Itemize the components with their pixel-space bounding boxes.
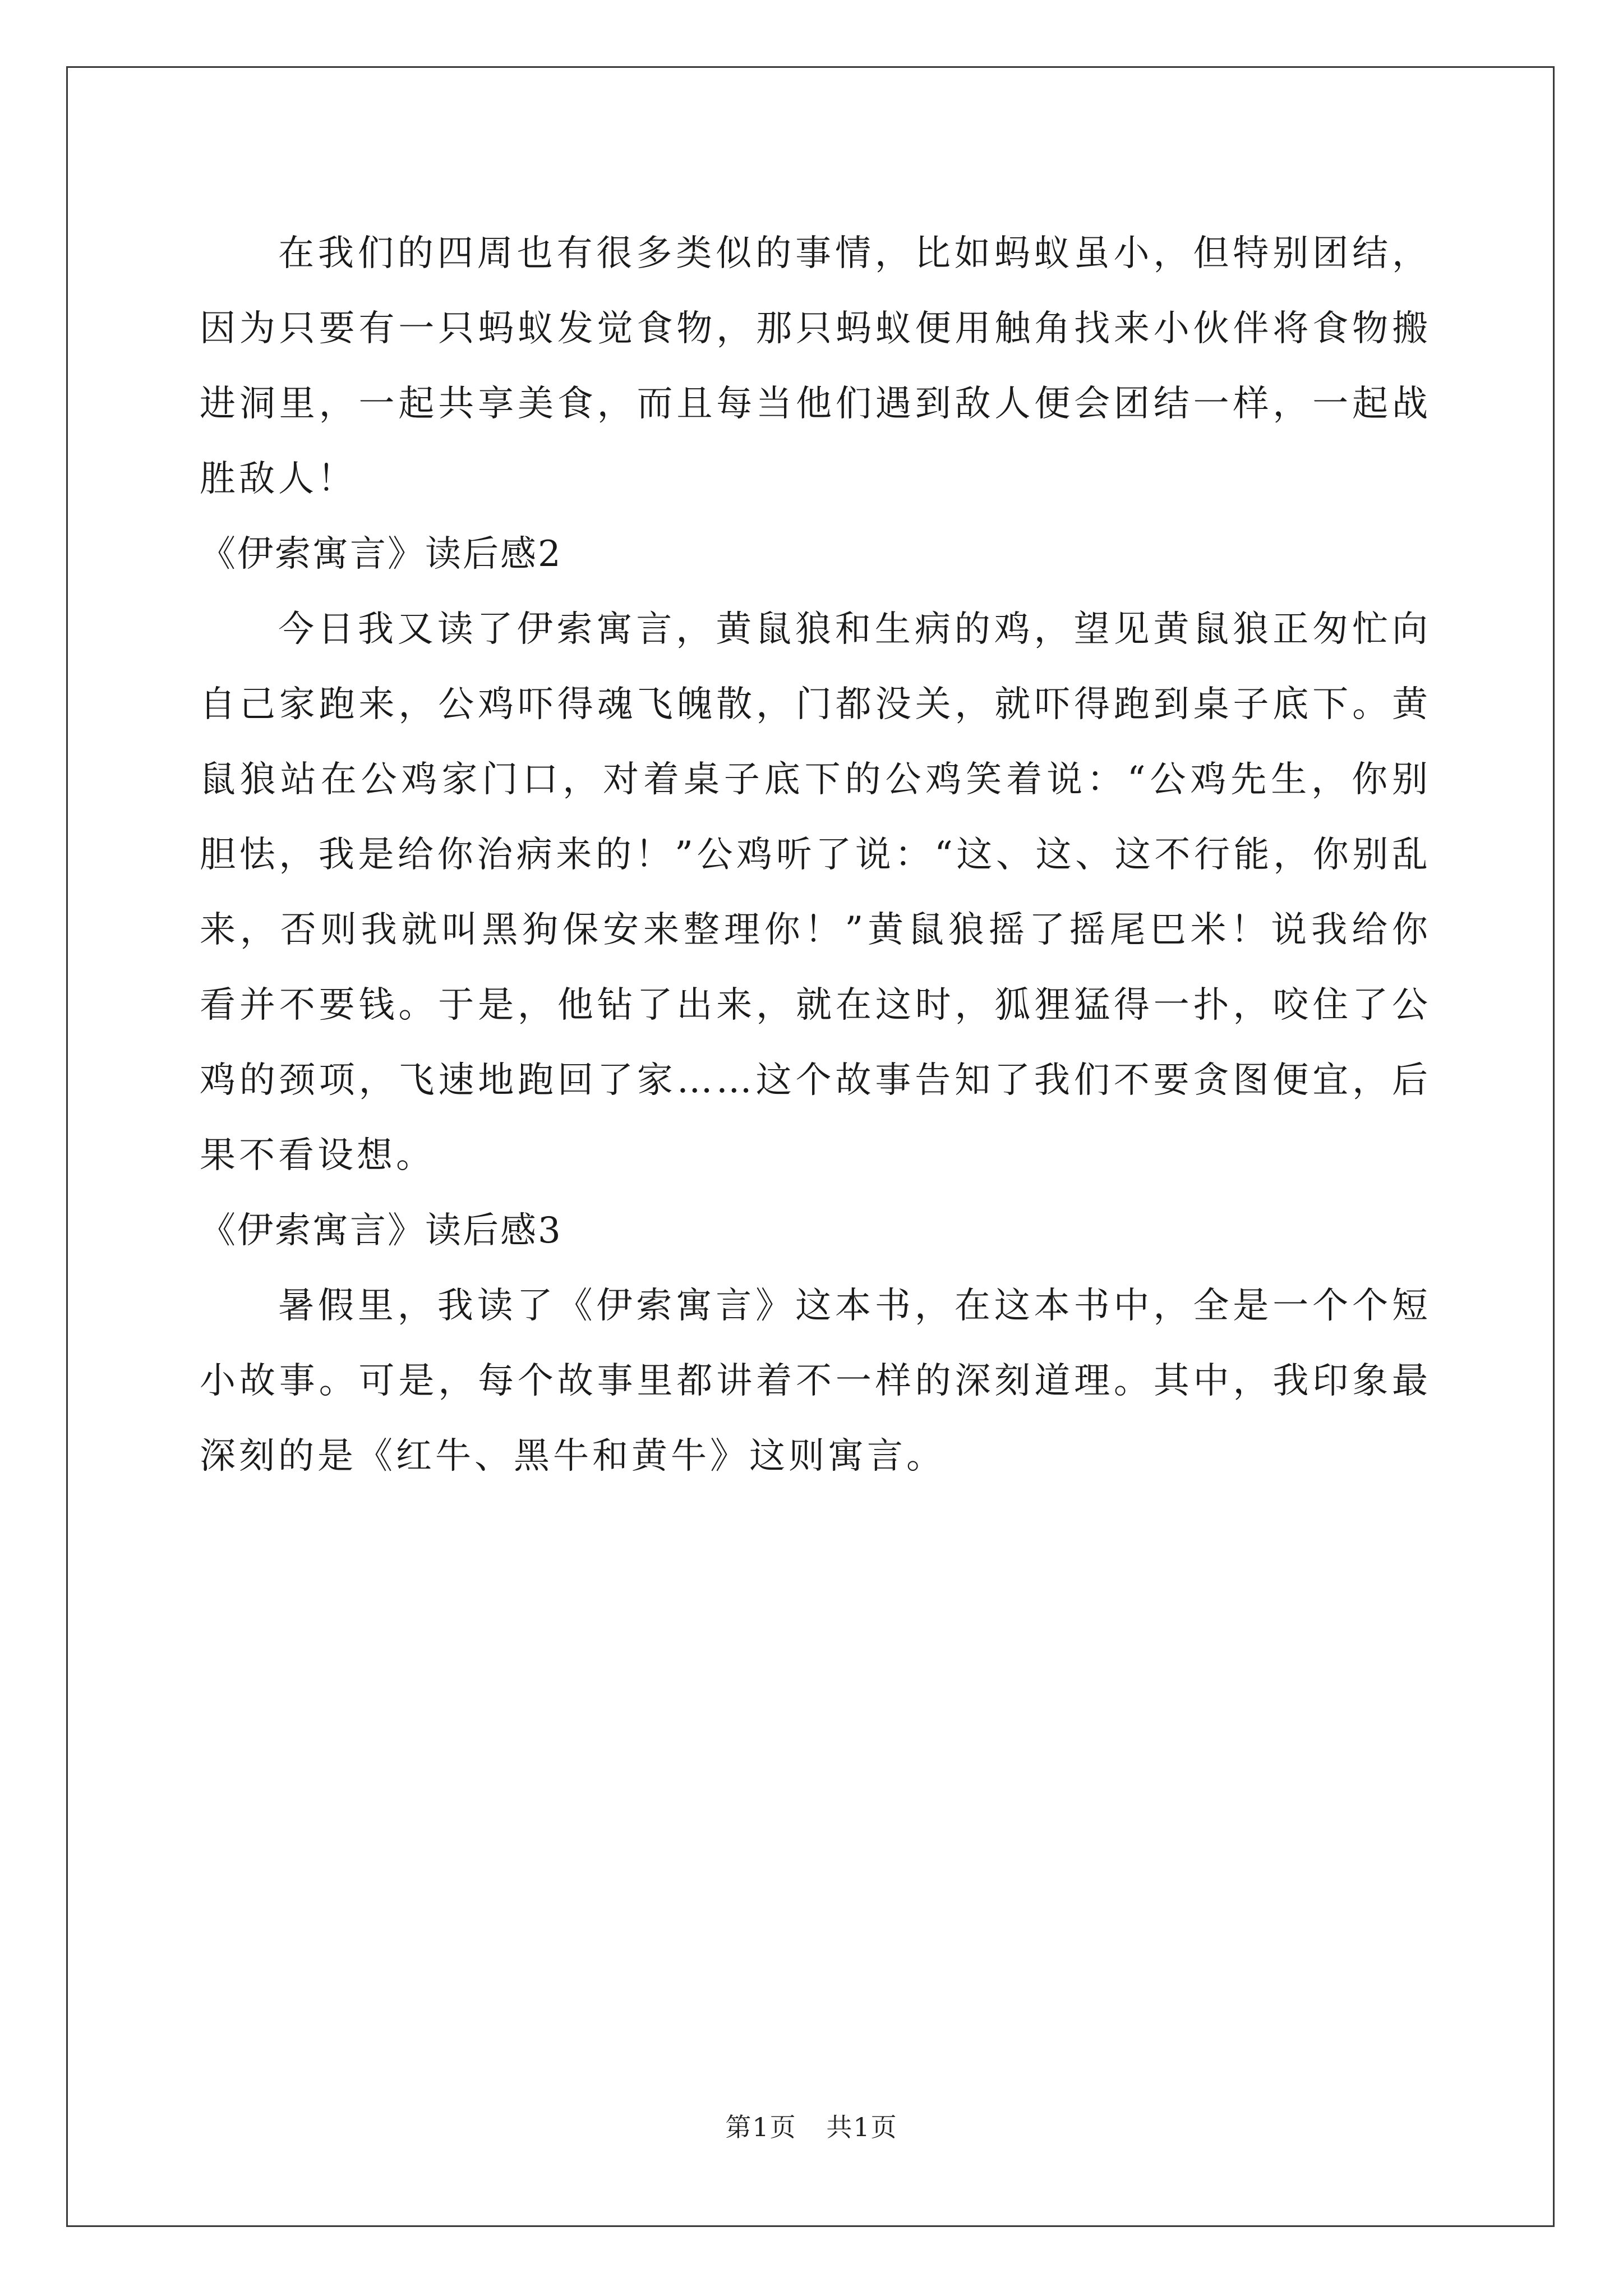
page-number-total: 共1页 bbox=[826, 2112, 898, 2142]
section-heading-3: 《伊索寓言》读后感3 bbox=[200, 1210, 562, 1251]
page-number-current: 第1页 bbox=[725, 2112, 797, 2142]
page-footer bbox=[0, 2110, 1623, 2144]
paragraph-weasel-rooster: 今日我又读了伊索寓言，黄鼠狼和生病的鸡，望见黄鼠狼正匆忙向自己家跑来，公鸡吓得魂飞魄散，门都没关，就吓得跑到桌子底下。黄鼠狼站在公鸡家门口，对着桌子底下的公鸡笑着说：“公鸡先生，你别胆怯，我是给你治病来的！”公鸡听了说：“这、这、这不行能，你别乱来，否则我就叫黑狗保安来整理你！”黄鼠狼摇了摇尾巴米！说我给你看并不要钱。于是，他钻了出来，就在这时，狐狸猛得一扑，咬住了公鸡的颈项，飞速地跑回了家……这个故事告知了我们不要贪图便宜，后果不看设想。 bbox=[200, 609, 1431, 1176]
paragraph-summer-reading: 暑假里，我读了《伊索寓言》这本书，在这本书中，全是一个个短小故事。可是，每个故事里都讲着不一样的深刻道理。其中，我印象最深刻的是《红牛、黑牛和黄牛》这则寓言。 bbox=[200, 1285, 1431, 1477]
section-heading-2: 《伊索寓言》读后感2 bbox=[200, 533, 562, 575]
document-body bbox=[200, 216, 1431, 1494]
paragraph-ants: 在我们的四周也有很多类似的事情，比如蚂蚁虽小，但特别团结，因为只要有一只蚂蚁发觉食物，那只蚂蚁便用触角找来小伙伴将食物搬进洞里，一起共享美食，而且每当他们遇到敌人便会团结一样，一起战胜敌人！ bbox=[200, 233, 1431, 500]
